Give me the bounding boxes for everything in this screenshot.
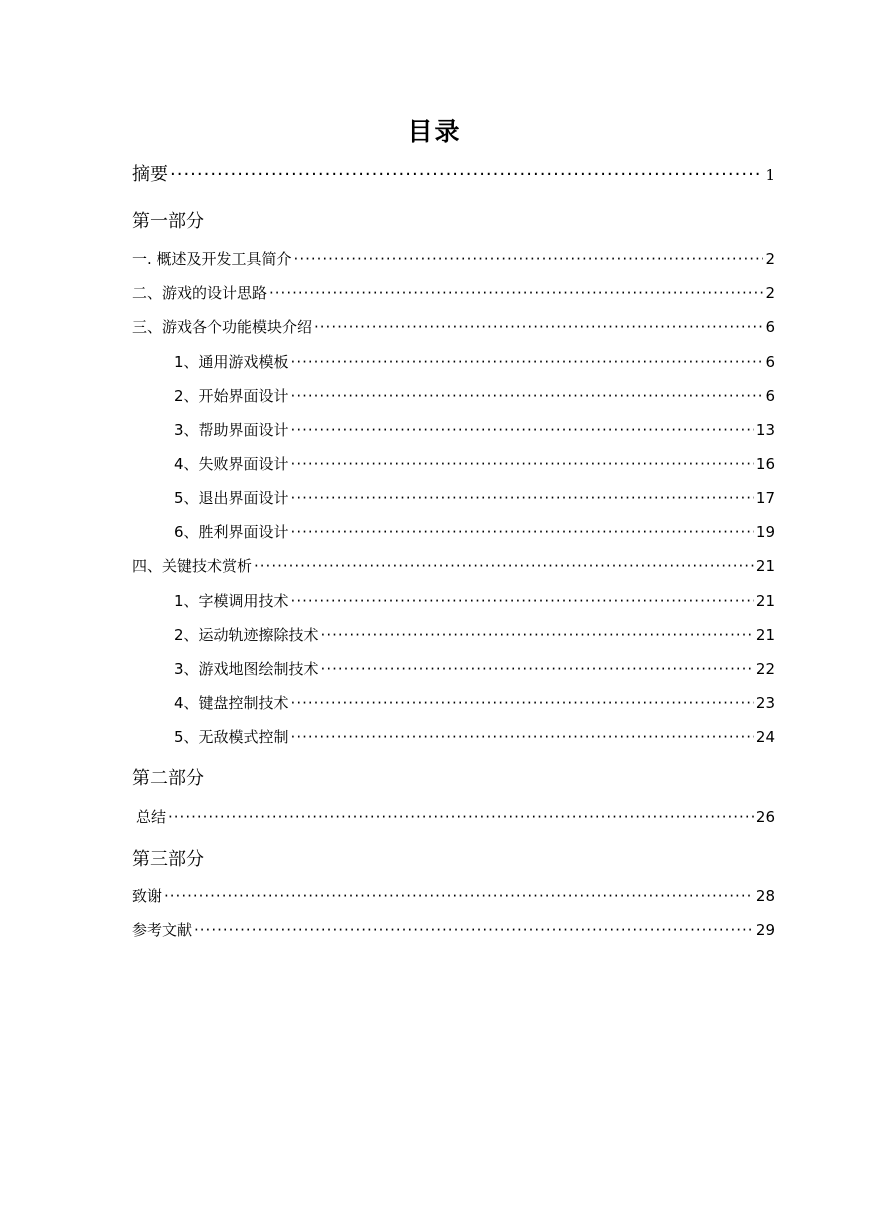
dot-leader (194, 921, 754, 939)
toc-entry-page: 6 (765, 353, 775, 371)
dot-leader (291, 353, 764, 371)
toc-entry-label: 3、帮助界面设计 (174, 421, 289, 439)
toc-entry-page: 1 (765, 166, 775, 184)
toc-entry-page: 26 (755, 808, 775, 826)
toc-entry-page: 21 (755, 592, 775, 610)
dot-leader (294, 250, 764, 268)
toc-entry[interactable] (174, 521, 775, 542)
dot-leader (269, 284, 763, 302)
toc-entry[interactable] (174, 453, 775, 474)
toc-entry-label: 4、键盘控制技术 (174, 694, 289, 712)
toc-entry[interactable] (174, 487, 775, 508)
toc-entry[interactable] (174, 385, 775, 406)
toc-entry-page: 2 (765, 250, 775, 268)
toc-entry-label: 参考文献 (132, 921, 193, 939)
dot-leader (291, 592, 754, 610)
toc-entry-page: 6 (765, 387, 775, 405)
dot-leader (170, 164, 763, 185)
toc-entry-label: 三、游戏各个功能模块介绍 (132, 318, 313, 336)
dot-leader (291, 489, 754, 507)
toc-entry-label: 2、开始界面设计 (174, 387, 289, 405)
toc-entry[interactable] (132, 885, 775, 906)
toc-entry-label: 1、字模调用技术 (174, 592, 289, 610)
toc-entry-page: 28 (755, 887, 775, 905)
toc-entry[interactable] (132, 316, 775, 337)
dot-leader (321, 626, 754, 644)
toc-entry-label: 5、退出界面设计 (174, 489, 289, 507)
part2-heading: 第二部分 (132, 768, 204, 789)
toc-entry-page: 21 (755, 557, 775, 575)
page-title: 目录 (407, 117, 462, 146)
dot-leader (291, 421, 754, 439)
toc-entry-page: 2 (765, 284, 775, 302)
toc-entry[interactable] (174, 658, 775, 679)
toc-entry-label: 致谢 (132, 887, 163, 905)
toc-entry-abstract[interactable] (132, 160, 775, 186)
toc-entry-page: 21 (755, 626, 775, 644)
toc-entry-page: 22 (755, 660, 775, 678)
toc-entry-label: 总结 (136, 808, 167, 826)
toc-entry-page: 16 (755, 455, 775, 473)
toc-entry[interactable] (132, 919, 775, 940)
dot-leader (321, 660, 754, 678)
dot-leader (168, 808, 754, 826)
toc-entry-page: 19 (755, 523, 775, 541)
toc-entry-label: 3、游戏地图绘制技术 (174, 660, 319, 678)
toc-entry[interactable] (174, 624, 775, 645)
toc-entry-label: 二、游戏的设计思路 (132, 284, 268, 302)
toc-entry[interactable] (174, 419, 775, 440)
toc-entry[interactable] (132, 248, 775, 269)
toc-entry[interactable] (174, 351, 775, 372)
toc-entry[interactable] (174, 692, 775, 713)
toc-entry-page: 24 (755, 728, 775, 746)
dot-leader (291, 728, 754, 746)
toc-entry-label: 1、通用游戏模板 (174, 353, 289, 371)
toc-entry-page: 29 (755, 921, 775, 939)
part1-heading: 第一部分 (132, 211, 204, 232)
toc-entry-label: 5、无敌模式控制 (174, 728, 289, 746)
toc-entry-label: 四、关键技术赏析 (132, 557, 253, 575)
toc-entry[interactable] (136, 806, 775, 827)
dot-leader (254, 557, 754, 575)
toc-entry[interactable] (132, 282, 775, 303)
toc-entry[interactable] (174, 590, 775, 611)
toc-entry-page: 17 (755, 489, 775, 507)
part3-heading: 第三部分 (132, 849, 204, 870)
dot-leader (291, 387, 764, 405)
dot-leader (164, 887, 754, 905)
dot-leader (291, 455, 754, 473)
toc-entry-label: 2、运动轨迹擦除技术 (174, 626, 319, 644)
toc-entry[interactable] (174, 726, 775, 747)
toc-entry-page: 13 (755, 421, 775, 439)
toc-entry-page: 6 (765, 318, 775, 336)
toc-entry-page: 23 (755, 694, 775, 712)
toc-entry-label: 一. 概述及开发工具简介 (132, 250, 292, 268)
dot-leader (291, 523, 754, 541)
toc-entry[interactable] (132, 555, 775, 576)
dot-leader (291, 694, 754, 712)
toc-entry-label: 摘要 (132, 164, 168, 185)
toc-entry-label: 6、胜利界面设计 (174, 523, 289, 541)
dot-leader (314, 318, 763, 336)
toc-entry-label: 4、失败界面设计 (174, 455, 289, 473)
